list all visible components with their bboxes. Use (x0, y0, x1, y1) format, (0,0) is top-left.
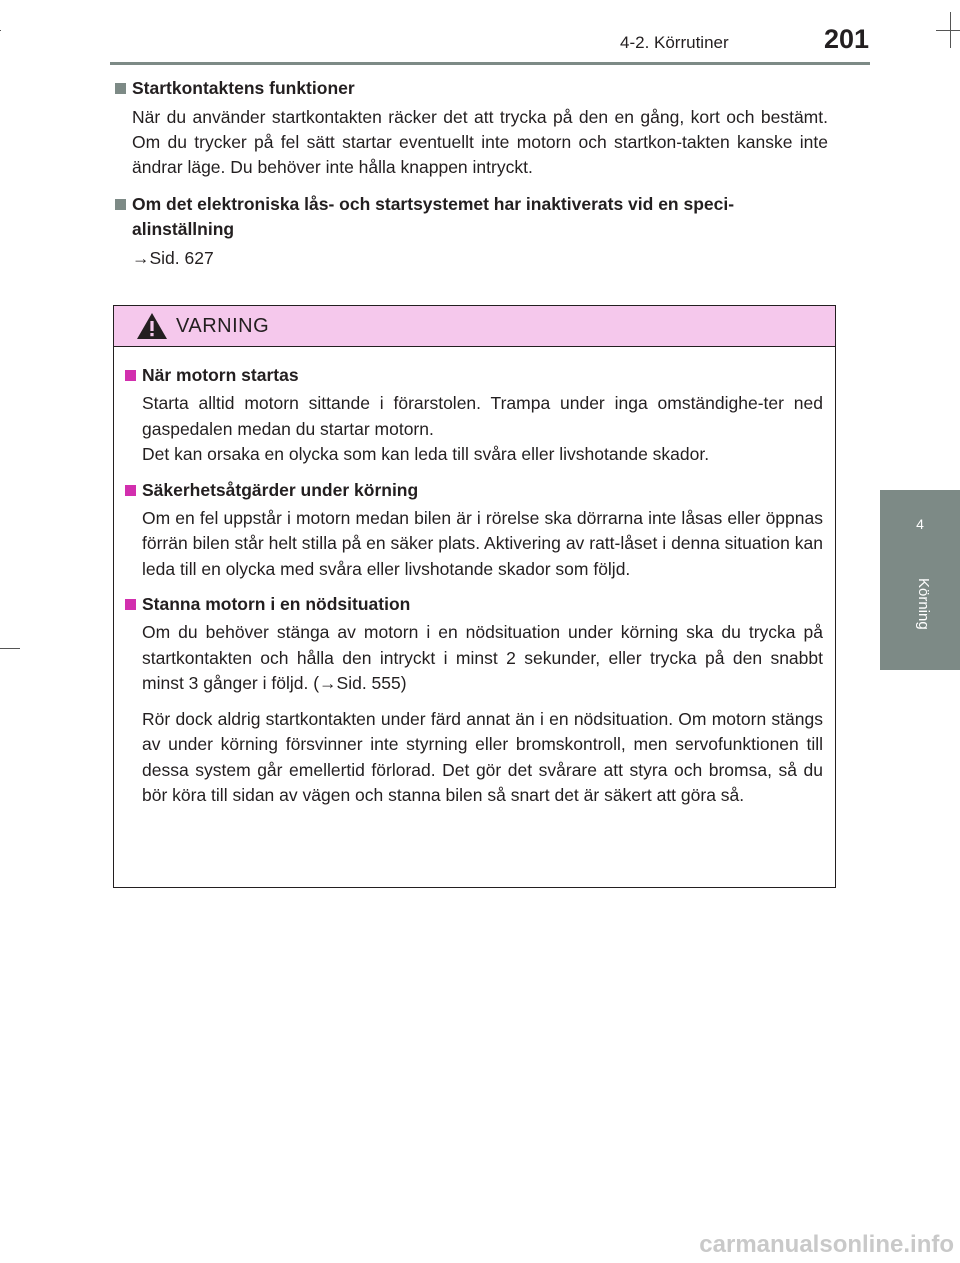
chapter-label: Körning (915, 578, 932, 630)
square-bullet-icon (125, 370, 136, 381)
warning-box (113, 305, 836, 888)
warning-body (114, 347, 835, 809)
warning-item-paragraph: Starta alltid motorn sittande i förarstolen. Trampa under inga omständighe-ter ned gaspedalen medan du startar motorn. (142, 393, 823, 439)
warning-item-paragraph: Om du behöver stänga av motorn i en nödsituation under körning ska du trycka på startkontakten och hålla den intryckt i minst 2 sekunder, eller trycka på den snabbt minst 3 gånger i följd. (→Sid. 555) (142, 622, 823, 693)
warning-item-heading (125, 592, 823, 617)
page-number: 201 (824, 24, 870, 54)
crop-mark (0, 648, 20, 649)
chapter-side-tab (880, 490, 960, 670)
page-reference: →Sid. 627 (132, 248, 214, 268)
section-heading (113, 192, 828, 242)
square-bullet-icon (125, 485, 136, 496)
square-bullet-icon (125, 599, 136, 610)
chapter-number: 4 (916, 516, 924, 532)
crop-mark (0, 30, 1, 31)
warning-item-heading-text: Stanna motorn i en nödsituation (142, 594, 411, 614)
section-heading-text: Startkontaktens funktioner (132, 78, 355, 98)
header-section-title: 4-2. Körrutiner (620, 33, 729, 52)
warning-item-heading-text: Säkerhetsåtgärder under körning (142, 479, 419, 500)
warning-header (114, 306, 835, 347)
crop-mark (936, 30, 960, 31)
section-heading-text: Om det elektroniska lås- och startsystemet har inaktiverats vid en speci-alinställning (132, 194, 735, 239)
warning-item-heading-text: När motorn startas (142, 365, 299, 385)
header-rule (110, 62, 870, 65)
warning-title: VARNING (176, 314, 270, 337)
warning-item-heading (125, 363, 823, 388)
square-bullet-icon (115, 199, 126, 210)
warning-item-paragraph: Det kan orsaka en olycka som kan leda till svåra eller livshotande skador. (142, 444, 710, 464)
warning-triangle-icon (136, 312, 168, 340)
warning-item-paragraph: Rör dock aldrig startkontakten under färd annat än i en nödsituation. Om motorn stängs av under körning försvinner inte styrning eller bromskontroll, men servofunktionen till dessa system går emellertid förlorad. Det gör det svårare att styra och bromsa, så du bör köra till sidan av vägen och stanna bilen så snart det är säkert att göra så. (142, 708, 823, 805)
footer-watermark: carmanualsonline.info (699, 1231, 954, 1258)
warning-item-heading (125, 478, 823, 503)
main-content (113, 76, 828, 271)
section-heading (113, 76, 828, 101)
warning-item-paragraph: Om en fel uppstår i motorn medan bilen är i rörelse ska dörrarna inte låsas eller öppnas förrän bilen står helt stilla på en säker plats. Aktivering av ratt-låset i denna situation kan leda till en olycka med svåra eller livshotande skador som följd. (142, 507, 823, 579)
section-paragraph: När du använder startkontakten räcker det att trycka på den en gång, kort och bestämt. Om du trycker på fel sätt startar eventuellt inte motorn och startkon-takten kanske inte ändrar läge. Du behöver inte hålla knappen intryckt. (132, 107, 828, 177)
square-bullet-icon (115, 83, 126, 94)
